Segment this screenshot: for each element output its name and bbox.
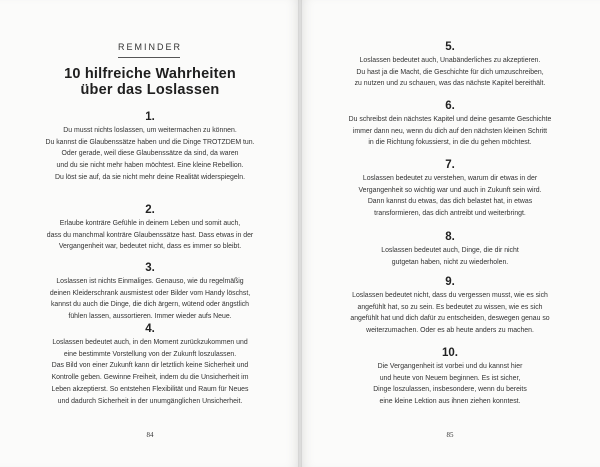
section-number: 2.	[145, 204, 155, 216]
section-number: 6.	[445, 100, 455, 112]
truth-section-1	[10, 111, 290, 184]
section-line: und du sie nicht mehr haben möchtest. Eine kleine Rebellion.	[56, 162, 244, 170]
section-line: immer dann neu, wenn du dich auf den nächsten kleinen Schritt	[352, 127, 548, 135]
section-line: Du hast ja die Macht, die Geschichte für dich umzuschreiben,	[356, 68, 544, 76]
section-line: Kontrolle geben. Gewinne Freiheit, indem du die Unsicherheit im	[51, 374, 249, 382]
section-line: Die Vergangenheit ist vorbei und du kannst hier	[377, 363, 523, 370]
section-line: Erlaube konträre Gefühle in deinem Leben und somit auch,	[59, 220, 241, 227]
section-line: in die Richtung fokussierst, in die du gehen möchtest.	[368, 139, 532, 147]
section-number: 9.	[445, 276, 455, 288]
section-line: Vergangenheit so wichtig war und auch in Zukunft sein wird.	[358, 186, 542, 194]
title-line-2: über das Loslassen	[80, 82, 220, 98]
page-number-left: 84	[146, 431, 154, 439]
truth-section-6	[310, 100, 590, 149]
section-line: fühlen lassen, aussortieren. Immer wieder aufs Neue.	[68, 313, 232, 321]
section-number: 3.	[145, 262, 155, 274]
truth-section-2	[10, 204, 290, 253]
reminder-label: REMINDER	[117, 42, 182, 52]
truth-section-4	[10, 323, 290, 407]
truth-section-10	[310, 347, 590, 408]
page-title	[0, 66, 300, 98]
section-line: Loslassen bedeutet zu verstehen, warum dir etwas in der	[362, 175, 538, 182]
label-underline	[118, 57, 180, 58]
section-line: transformieren, das dich antreibt und weiterbringt.	[374, 210, 526, 218]
section-line: Loslassen bedeutet nicht, dass du vergessen musst, wie es sich	[352, 292, 548, 299]
section-line: Leben akzeptierst. So entstehen Flexibilität und Raum für Neues	[51, 385, 249, 393]
section-line: dass du manchmal konträre Glaubenssätze hast. Dass etwas in der	[46, 231, 254, 239]
section-line: zu nutzen und zu schauen, was das nächste Kapitel bereithält.	[354, 80, 546, 88]
section-line: eine kleine Lektion aus ihnen ziehen konntest.	[379, 398, 521, 406]
section-line: Loslassen bedeutet auch, Unabänderliches zu akzeptieren.	[359, 57, 541, 64]
section-number: 7.	[445, 159, 455, 171]
title-line-1: 10 hilfreiche Wahrheiten	[64, 66, 236, 82]
section-line: Loslassen bedeutet auch, Dinge, die dir nicht	[381, 247, 519, 254]
book-gutter	[298, 0, 302, 467]
section-line: Du kannst die Glaubenssätze haben und die Dinge TROTZDEM tun.	[45, 138, 255, 146]
section-line: Oder gerade, weil diese Glaubenssätze da sind, da waren	[61, 150, 239, 158]
section-line: und heute von Neuem beginnen. Es ist sicher,	[379, 374, 521, 382]
section-line: Du schreibst dein nächstes Kapitel und deine gesamte Geschichte	[348, 116, 552, 123]
truth-section-7	[310, 159, 590, 220]
section-line: Du musst nichts loslassen, um weitermachen zu können.	[63, 127, 237, 134]
section-line: kannst du auch die Dinge, die dich ärgern, wütend oder ängstlich	[50, 301, 250, 309]
section-line: Du löst sie auf, da sie nicht mehr deine Realität widerspiegeln.	[55, 173, 245, 181]
section-line: Loslassen ist nichts Einmaliges. Genauso, wie du regelmäßig	[56, 278, 244, 285]
page-number-right: 85	[446, 431, 454, 439]
section-line: Dinge loszulassen, insbesondere, wenn du bereits	[373, 386, 527, 394]
section-line: Das Bild von einer Zukunft kann dir letztlich keine Sicherheit und	[51, 362, 249, 370]
section-number: 8.	[445, 231, 455, 243]
truth-section-9	[310, 276, 590, 337]
right-page	[300, 0, 600, 467]
truth-section-8	[310, 231, 590, 268]
section-line: eine bestimmte Vorstellung von der Zukunft loszulassen.	[63, 350, 237, 358]
section-line: Vergangenheit war, bedeutet nicht, dass es immer so bleibt.	[58, 243, 242, 251]
section-number: 4.	[145, 323, 155, 335]
section-line: und dadurch Sicherheit in der unumgänglichen Unsicherheit.	[57, 397, 243, 405]
truth-section-5	[310, 41, 590, 90]
section-line: gutgetan haben, nicht zu wiederholen.	[391, 258, 509, 266]
section-line: angefühlt hat und dich dafür zu entscheiden, deswegen genau so	[350, 315, 550, 323]
section-number: 10.	[442, 347, 458, 359]
section-line: weiterzumachen. Oder es ab heute anders zu machen.	[366, 327, 534, 335]
section-line: angefühlt hat, so zu sein. Es bedeutet zu wissen, wie es sich	[357, 303, 543, 311]
section-line: deinen Kleiderschrank ausmistest oder Bilder vom Handy löschst,	[49, 289, 251, 297]
section-number: 1.	[145, 111, 155, 123]
section-line: Dann kannst du etwas, das dich belastet hat, in etwas	[367, 198, 533, 206]
section-number: 5.	[445, 41, 455, 53]
truth-section-3	[10, 262, 290, 323]
section-line: Loslassen bedeutet auch, in den Moment zurückzukommen und	[52, 339, 248, 346]
